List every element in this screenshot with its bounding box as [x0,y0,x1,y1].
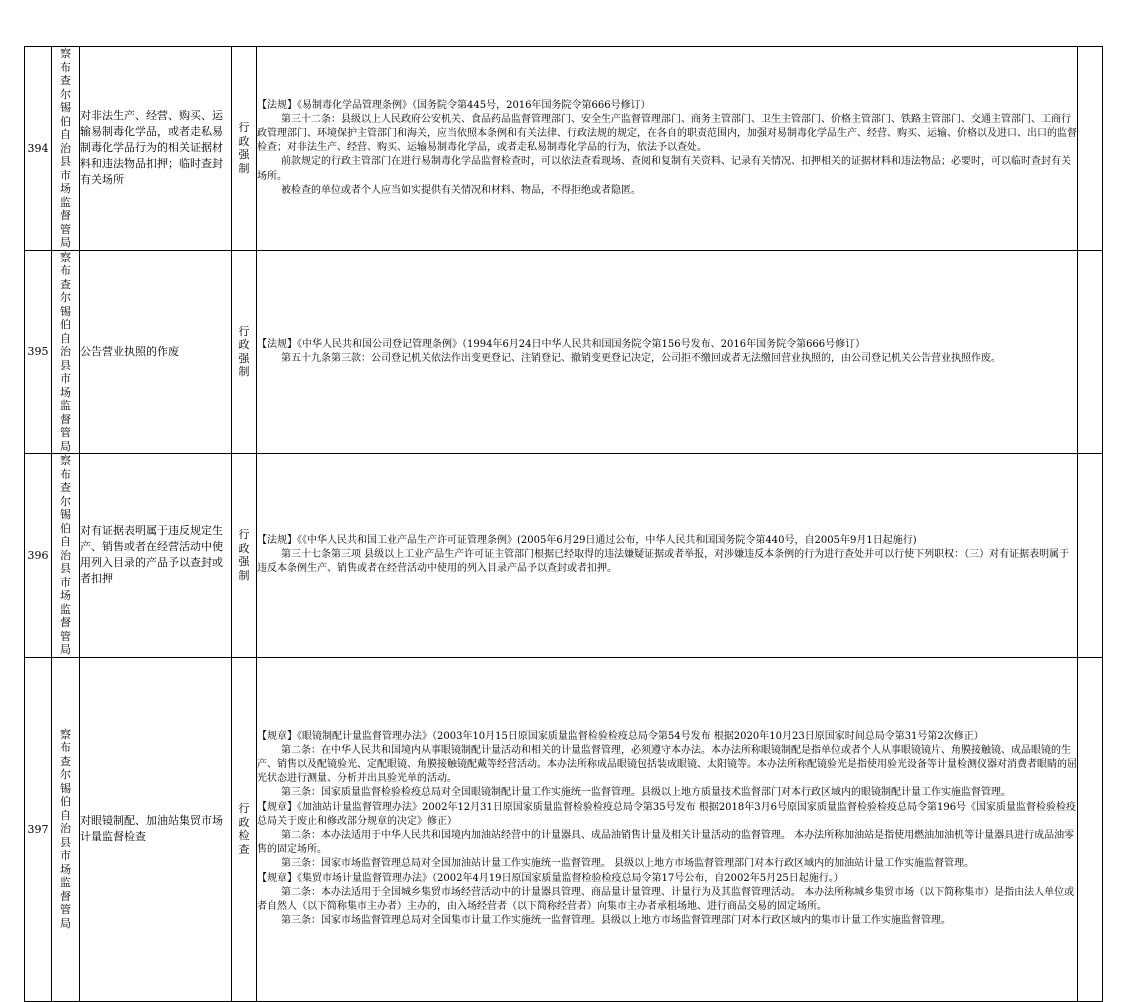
department-char: 尔 [60,768,71,782]
article-text: 第三十二条：县级以上人民政府公安机关、食品药品监督管理部门、安全生产监督管理部门、商务主管部门、卫生主管部门、价格主管部门、铁路主管部门、交通主管部门、工商行政管理部门、环境保护主管部门和海关，应当依照本条例和有关法律、行政法规的规定，在各自的职责范围内，加强对易制毒化学品生产、经营、购买、运输、价格以及进口、出口的监督检查；对非法生产、经营、购买、运输易制毒化学品，或者走私易制毒化学品的行为，依法予以查处。 [257,113,1077,154]
legal-basis-cell [257,454,1078,658]
department-char: 市 [60,372,71,385]
power-type-cell [232,454,257,658]
article-text: 第三条：国家质量监督检验检疫总局对全国眼镜制配计量工作实施统一监督管理。县级以上地方质量技术监督部门对本行政区域内的眼镜制配计量工作实施监督管理。 [281,787,1011,799]
table-row [25,250,1103,454]
power-type-char: 行 [238,802,250,815]
department-char: 伯 [60,114,71,128]
power-type [232,121,256,175]
power-name: 对眼镜制配、加油站集贸市场计量监督检查 [80,814,223,843]
department-char: 查 [60,754,71,768]
department-char: 自 [60,331,71,345]
department-char: 局 [60,916,71,930]
power-type-char: 强 [238,555,250,569]
department-char: 治 [60,548,71,562]
item-number [25,250,52,454]
department-char: 督 [60,889,71,903]
power-type-char: 制 [238,161,250,175]
item-number-text: 396 [27,548,49,562]
power-name: 对有证据表明属于违反规定生产、销售或者在经营活动中使用列入目录的产品予以查封或者扣押 [80,524,223,586]
power-type-char: 行 [238,324,250,338]
power-type-char: 查 [238,842,250,856]
department-char: 尔 [60,291,71,304]
department-char: 场 [60,862,71,876]
power-name-cell [80,657,232,1001]
article-text: 第二条：本办法适用于中华人民共和国境内加油站经营中的计量器具、成品油销售计量及相关计量活动的监督管理。 本办法所称加油站是指使用燃油加油机等计量器具进行成品油零售的固定场所。 [257,830,1075,856]
power-type-char: 行 [238,528,250,542]
department-char: 场 [60,589,71,602]
department-char: 锡 [60,781,71,795]
department-char: 市 [60,168,71,182]
department-char: 监 [60,602,71,616]
regulation-title: 【规章】《加油站计量监督管理办法》2002年12月31日原国家质量监督检验检疫总局令第35号发布 根据2018年3月6号原国家质量监督检验检疫总局令第196号《国家质量监督检验检疫总局关于废止和修改部分规章的决定》修正） [257,801,1077,827]
remarks-cell [1078,454,1103,658]
item-number-text: 395 [27,345,49,359]
item-number-text: 397 [27,822,49,836]
department-char: 锡 [60,508,71,521]
power-type-char: 强 [238,148,250,162]
department-char: 布 [60,467,71,481]
article-text: 第三条：国家市场监督管理总局对全国加油站计量工作实施统一监督管理。 县级以上地方市场监督管理部门对本行政区域内的加油站计量工作实施监督管理。 [281,858,975,870]
department-char: 县 [60,358,71,372]
department-char: 布 [60,741,71,755]
department-char: 伯 [60,521,71,535]
department-name [52,251,79,454]
department-char: 场 [60,182,71,195]
power-type-char: 强 [238,351,250,365]
department-char: 市 [60,849,71,863]
department-cell [52,657,80,1001]
power-name-cell [80,250,232,454]
article-text: 第三十七条第三项 县级以上工业产品生产许可证主管部门根据已经取得的违法嫌疑证据或者举报，对涉嫌违反本条例的行为进行查处并可以行使下列职权：（三）对有证据表明属于违反本条例生产、销售或者在经营活动中使用的列入目录产品予以查封或者扣押。 [257,549,1070,575]
department-char: 管 [60,426,71,439]
department-char: 伯 [60,795,71,809]
department-char: 察 [60,727,71,741]
department-char: 管 [60,903,71,917]
item-number [25,454,52,658]
legal-basis [257,338,1077,366]
power-type-char: 政 [238,338,250,352]
department-char: 监 [60,195,71,209]
power-type-cell [232,47,257,251]
power-type-char: 行 [238,121,250,135]
department-char: 县 [60,155,71,168]
power-type [232,528,256,582]
department-char: 县 [60,835,71,849]
legal-basis-cell [257,250,1078,454]
department-char: 布 [60,264,71,277]
department-char: 监 [60,876,71,890]
department-char: 伯 [60,318,71,331]
article-text: 前款规定的行政主管部门在进行易制毒化学品监督检查时，可以依法查看现场、查阅和复制有关资料、记录有关情况、扣押相关的证据材料和违法物品；必要时，可以临时查封有关场所。 [257,156,1071,182]
article-text: 第二条：本办法适用于全国城乡集贸市场经营活动中的计量器具管理、商品量计量管理、计量行为及其监督管理活动。 本办法所称城乡集贸市场（以下简称集市）是指由法人单位或者自然人（以下简称集市主办者）主办的，由入场经营者（以下简称经营者）向集市主办者承租场地、进行商品交易的固定场所。 [257,886,1075,913]
department-char: 治 [60,345,71,358]
remarks-cell [1078,250,1103,454]
regulation-title: 【法规】《易制毒化学品管理条例》（国务院令第445号，2016年国务院令第666号修订） [257,99,651,111]
regulation-title: 【规章】《眼镜制配计量监督管理办法》（2003年10月15日原国家质量监督检验检疫总局令第54号发布 根据2020年10月23日原国家时间总局令第31号第2次修正） [257,730,984,742]
department-char: 局 [60,439,71,453]
power-type-char: 制 [238,365,250,379]
department-char: 县 [60,562,71,575]
power-name-cell [80,47,232,251]
department-cell [52,250,80,454]
power-list-table [24,46,1103,1002]
department-char: 察 [60,250,71,264]
department-char: 自 [60,128,71,141]
department-name [52,728,79,931]
remarks-cell [1078,657,1103,1001]
department-char: 管 [60,222,71,236]
department-cell [52,454,80,658]
department-char: 察 [60,454,71,467]
department-cell [52,47,80,251]
regulation-title: 【规章】《集贸市场计量监督管理办法》（2002年4月19日原国家质量监督检验检疫总局令第17号公布，自2002年5月25日起施行。） [257,872,844,884]
power-type [232,802,256,856]
legal-basis-cell [257,657,1078,1001]
department-char: 治 [60,141,71,155]
department-char: 市 [60,575,71,589]
article-text: 被检查的单位或者个人应当如实提供有关情况和材料、物品，不得拒绝或者隐匿。 [281,184,641,196]
department-char: 督 [60,412,71,426]
department-name [52,454,79,657]
department-char: 局 [60,236,71,249]
department-char: 查 [60,277,71,291]
department-char: 督 [60,616,71,629]
department-char: 督 [60,209,71,222]
department-char: 场 [60,385,71,399]
department-char: 治 [60,822,71,836]
department-char: 局 [60,643,71,656]
item-number [25,47,52,251]
power-name: 公告营业执照的作废 [80,344,179,358]
department-char: 自 [60,535,71,548]
department-char: 查 [60,481,71,494]
table-row [25,454,1103,658]
power-type-char: 检 [238,829,250,842]
department-char: 察 [60,47,71,60]
item-number [25,657,52,1001]
power-type-char: 制 [238,568,250,582]
article-text: 第五十九条第三款：公司登记机关依法作出变更登记、注销登记、撤销变更登记决定，公司拒不缴回或者无法缴回营业执照的，由公司登记机关公告营业执照作废。 [281,352,1001,364]
legal-basis [257,99,1077,198]
department-char: 尔 [60,494,71,508]
department-char: 锡 [60,304,71,318]
power-name-cell [80,454,232,658]
power-type-cell [232,657,257,1001]
department-char: 布 [60,60,71,74]
item-number-text: 394 [27,141,49,155]
legal-basis-cell [257,47,1078,251]
table-row [25,47,1103,251]
remarks-cell [1078,47,1103,251]
department-name [52,47,79,250]
power-type [232,325,256,379]
department-char: 锡 [60,101,71,114]
power-type-char: 政 [238,815,250,829]
legal-basis [257,730,1077,929]
legal-basis [257,534,1077,577]
article-text: 第三条：国家市场监督管理总局对全国集市计量工作实施统一监督管理。县级以上地方市场监督管理部门对本行政区域内的集市计量工作实施监督管理。 [281,915,951,927]
department-char: 查 [60,74,71,87]
power-name: 对非法生产、经营、购买、运输易制毒化学品，或者走私易制毒化学品行为的相关证据材料和违法物品扣押；临时查封有关场所 [80,109,223,187]
table-row [25,657,1103,1001]
department-char: 管 [60,629,71,643]
department-char: 监 [60,399,71,412]
power-type-char: 政 [238,134,250,148]
regulation-title: 【法规】《《中华人民共和国工业产品生产许可证管理条例》(2005年6月29日通过公布，中华人民共和国国务院令第440号，自2005年9月1日起施行) [257,534,917,546]
power-type-cell [232,250,257,454]
department-char: 尔 [60,87,71,101]
department-char: 自 [60,808,71,822]
article-text: 第二条：在中华人民共和国境内从事眼镜制配计量活动和相关的计量监督管理，必须遵守本办法。本办法所称眼镜制配是指单位或者个人从事眼镜镜片、角膜接触镜、成品眼镜的生产、销售以及配镜验光、定配眼镜、角膜接触镜配戴等经营活动。本办法所称成品眼镜包括装成眼镜、太阳镜等。本办法所称配镜验光是指使用验光设备等计量检测仪器对消费者眼睛的屈光状态进行测量、分析并出具验光单的活动。 [257,744,1077,785]
power-type-char: 政 [238,541,250,555]
regulation-title: 【法规】《中华人民共和国公司登记管理条例》（1994年6月24日中华人民共和国国务院令第156号发布、2016年国务院令第666号修订） [257,338,866,350]
